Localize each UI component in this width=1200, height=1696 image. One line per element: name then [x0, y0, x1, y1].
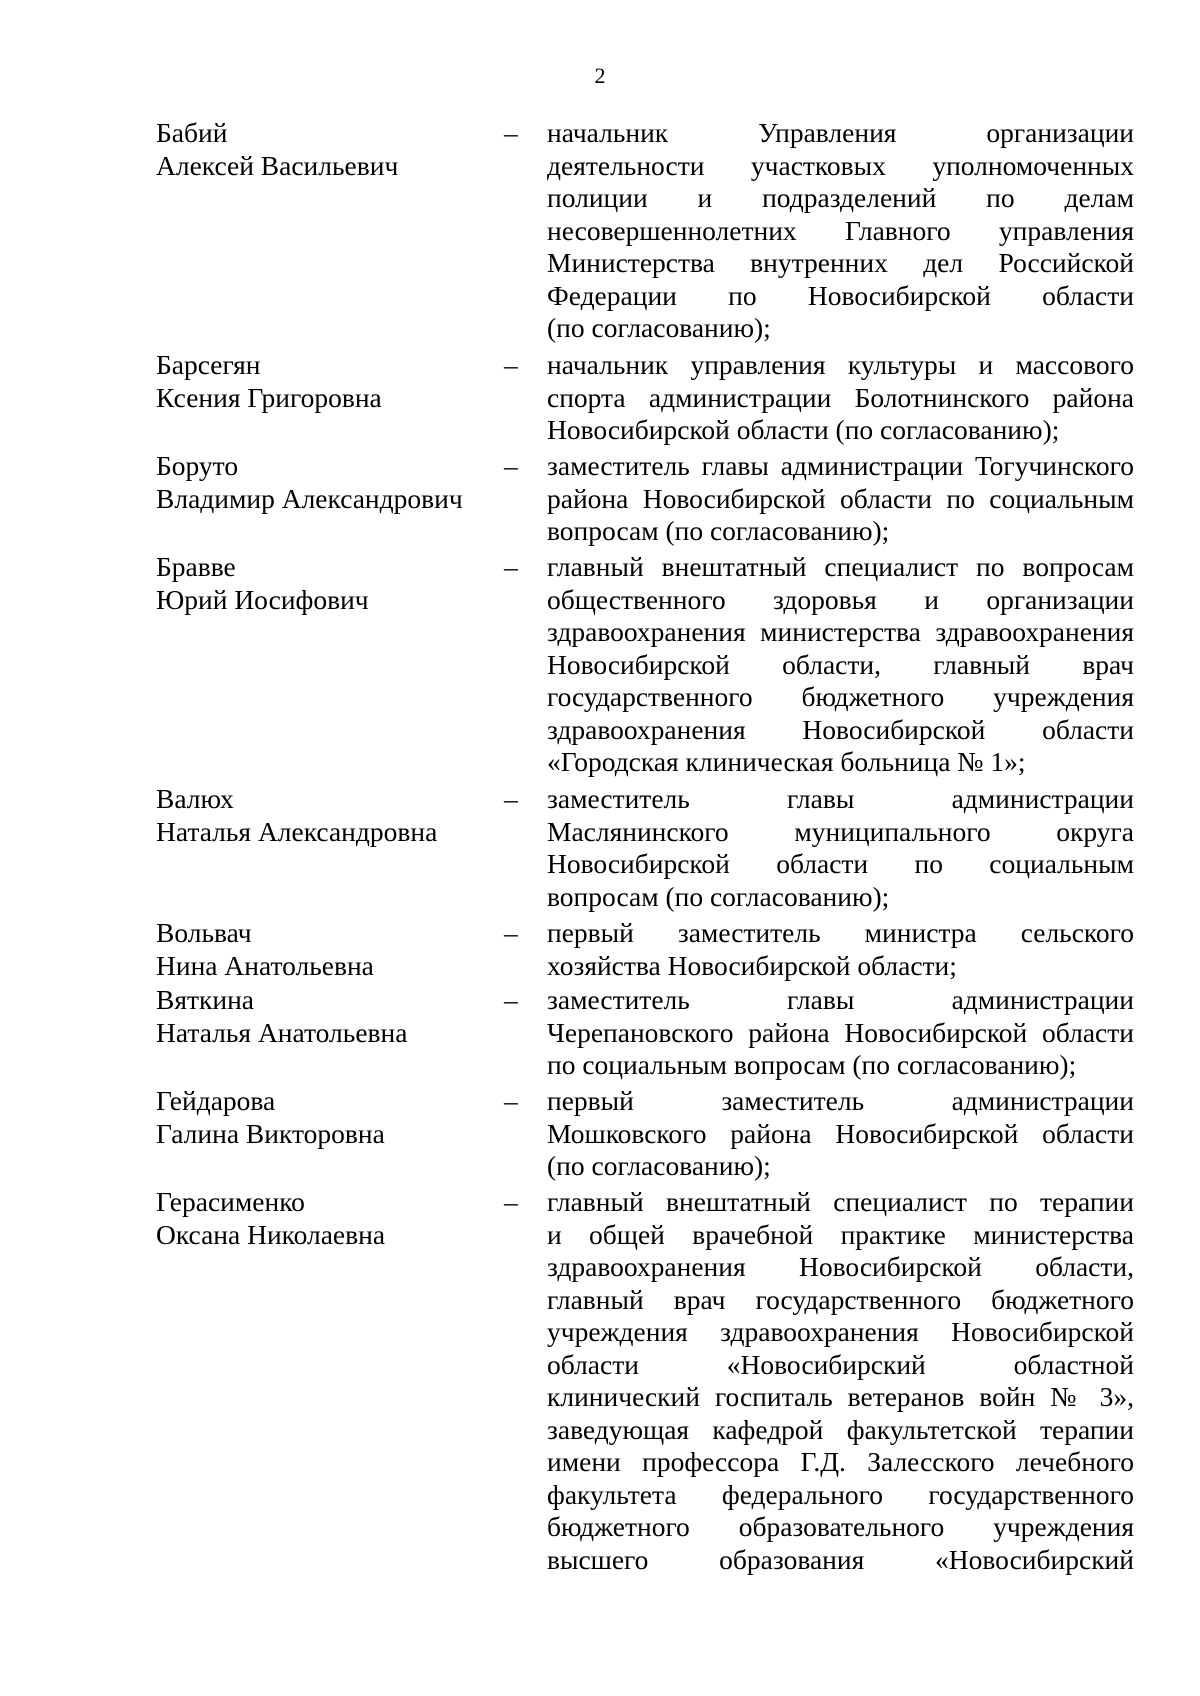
member-position: [547, 917, 1134, 982]
position-line: высшего образования «Новосибирский: [547, 1543, 1134, 1575]
position-line: заведующая кафедрой факультетской терапии: [547, 1413, 1134, 1445]
position-line: главный внештатный специалист по вопросам: [547, 551, 1134, 582]
position-line: несовершеннолетних Главного управления: [547, 214, 1134, 246]
member-given-names: Оксана Николаевна: [156, 1218, 386, 1250]
dash-separator: –: [504, 783, 518, 814]
member-given-names: Наталья Александровна: [156, 815, 438, 847]
member-name: [156, 783, 496, 848]
dash-separator: –: [504, 1085, 518, 1116]
member-given-names: Алексей Васильевич: [156, 149, 399, 181]
position-line: государственного бюджетного учреждения: [547, 681, 1134, 712]
position-line: клинический госпиталь ветеранов войн № 3»,: [547, 1381, 1134, 1412]
position-line: учреждения здравоохранения Новосибирской: [547, 1316, 1134, 1347]
member-surname: Гейдарова: [156, 1085, 276, 1116]
dash-separator: –: [504, 349, 518, 380]
member-given-names: Наталья Анатольевна: [156, 1016, 408, 1048]
position-line: имени профессора Г.Д. Залесского лечебного: [547, 1446, 1134, 1477]
member-surname: Вольвач: [156, 917, 252, 948]
dash-separator: –: [504, 917, 518, 948]
member-surname: Бабий: [156, 117, 228, 148]
member-position: [547, 984, 1134, 1082]
position-line: области «Новосибирский областной: [547, 1348, 1134, 1380]
member-position: [547, 349, 1134, 447]
position-line: первый заместитель министра сельского: [547, 917, 1134, 948]
position-line: и общей врачебной практике министерства: [547, 1218, 1134, 1250]
member-name: [156, 984, 496, 1049]
member-given-names: Нина Анатольевна: [156, 949, 374, 981]
page-number: 2: [594, 63, 606, 88]
dash-separator: –: [504, 450, 518, 481]
member-surname: Боруто: [156, 450, 239, 481]
position-line: Мошковского района Новосибирской области: [547, 1117, 1134, 1149]
position-line: начальник Управления организации: [547, 117, 1134, 148]
position-line: здравоохранения Новосибирской области,: [547, 1251, 1134, 1282]
position-line: главный врач государственного бюджетного: [547, 1283, 1134, 1315]
dash-separator: –: [504, 551, 518, 582]
position-line: начальник управления культуры и массового: [547, 349, 1134, 380]
position-line: здравоохранения Новосибирской области: [547, 713, 1134, 745]
member-surname: Валюх: [156, 783, 234, 814]
position-line: бюджетного образовательного учреждения: [547, 1511, 1134, 1542]
position-line: здравоохранения министерства здравоохранения: [547, 616, 1134, 647]
member-surname: Вяткина: [156, 984, 255, 1015]
member-name: [156, 917, 496, 982]
position-line: Министерства внутренних дел Российской: [547, 247, 1134, 278]
position-line: (по согласованию);: [547, 312, 771, 343]
member-name: [156, 117, 496, 182]
member-position: [547, 117, 1134, 345]
dash-separator: –: [504, 984, 518, 1015]
position-line: вопросам (по согласованию);: [547, 515, 890, 546]
member-surname: Бравве: [156, 551, 236, 582]
dash-separator: –: [504, 117, 518, 148]
position-line: Черепановского района Новосибирской области: [547, 1016, 1134, 1048]
member-surname: Барсегян: [156, 349, 261, 380]
member-position: [547, 1186, 1134, 1576]
member-position: [547, 551, 1134, 779]
position-line: главный внештатный специалист по терапии: [547, 1186, 1134, 1217]
position-line: первый заместитель администрации: [547, 1085, 1134, 1116]
member-name: [156, 1085, 496, 1150]
member-name: [156, 551, 496, 616]
position-line: хозяйства Новосибирской области;: [547, 949, 957, 981]
position-line: Маслянинского муниципального округа: [547, 815, 1134, 847]
position-line: «Городская клиническая больница № 1»;: [547, 746, 1026, 777]
position-line: вопросам (по согласованию);: [547, 880, 890, 912]
member-given-names: Владимир Александрович: [156, 482, 463, 514]
position-line: Новосибирской области, главный врач: [547, 648, 1134, 680]
position-line: полиции и подразделений по делам: [547, 182, 1134, 213]
member-name: [156, 450, 496, 515]
position-line: Федерации по Новосибирской области: [547, 279, 1134, 311]
position-line: деятельности участковых уполномоченных: [547, 149, 1134, 181]
dash-separator: –: [504, 1186, 518, 1217]
position-line: спорта администрации Болотнинского района: [547, 381, 1134, 413]
position-line: заместитель главы администрации: [547, 783, 1134, 814]
member-given-names: Галина Викторовна: [156, 1117, 385, 1149]
member-surname: Герасименко: [156, 1186, 305, 1217]
position-line: общественного здоровья и организации: [547, 583, 1134, 615]
position-line: заместитель главы администрации: [547, 984, 1134, 1015]
member-name: [156, 1186, 496, 1251]
position-line: района Новосибирской области по социальным: [547, 482, 1134, 514]
position-line: (по согласованию);: [547, 1150, 771, 1181]
member-name: [156, 349, 496, 414]
position-line: Новосибирской области по социальным: [547, 848, 1134, 879]
position-line: факультета федерального государственного: [547, 1478, 1134, 1510]
member-position: [547, 783, 1134, 913]
member-position: [547, 1085, 1134, 1183]
position-line: Новосибирской области (по согласованию);: [547, 414, 1060, 445]
member-position: [547, 450, 1134, 548]
member-given-names: Ксения Григоровна: [156, 381, 382, 413]
member-given-names: Юрий Иосифович: [156, 583, 369, 615]
position-line: заместитель главы администрации Тогучинского: [547, 450, 1134, 481]
position-line: по социальным вопросам (по согласованию);: [547, 1049, 1077, 1080]
